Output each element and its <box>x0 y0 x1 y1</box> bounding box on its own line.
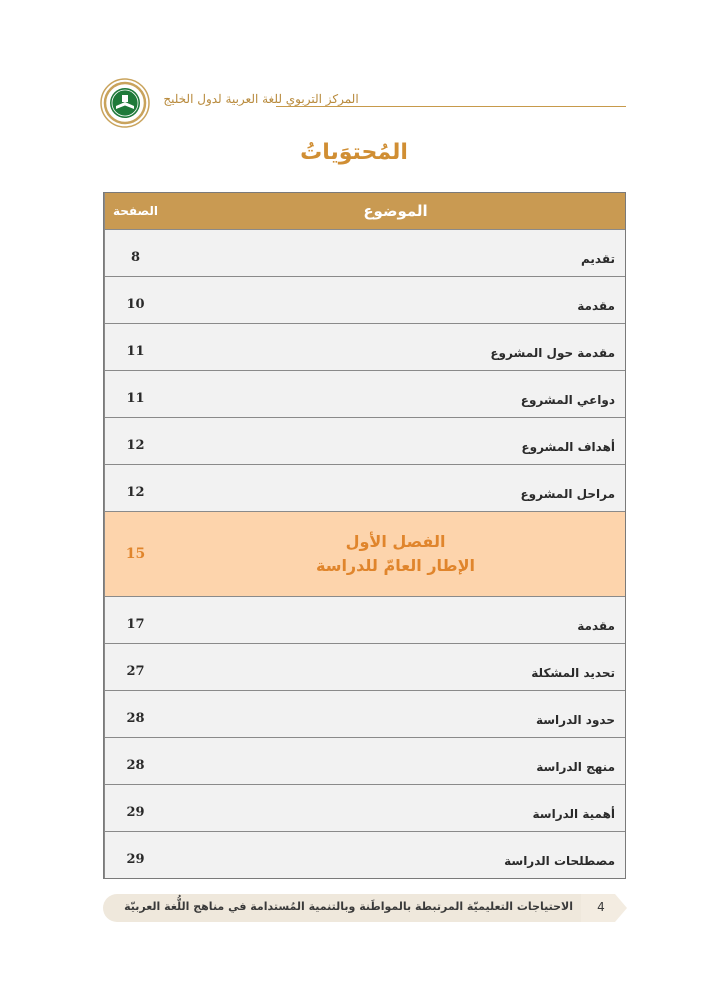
table-row[interactable] <box>104 596 625 643</box>
header-divider <box>276 106 626 107</box>
table-header-row <box>104 193 625 229</box>
table-row[interactable] <box>104 831 625 878</box>
topic-cell: حدود الدراسة <box>166 691 625 737</box>
table-row[interactable] <box>104 370 625 417</box>
topic-cell: مصطلحات الدراسة <box>166 832 625 878</box>
topic-cell: تحديد المشكلة <box>166 644 625 690</box>
chapter-row[interactable] <box>104 511 625 596</box>
topic-cell: تقديم <box>166 230 625 276</box>
organization-logo-icon <box>100 78 150 128</box>
page-footer <box>103 894 627 922</box>
page-title: المُحتوَياتُ <box>300 140 408 165</box>
table-row[interactable] <box>104 784 625 831</box>
contents-table <box>103 192 626 879</box>
topic-cell: مقدمة <box>166 277 625 323</box>
chapter-title-cell <box>166 512 625 596</box>
topic-cell: منهج الدراسة <box>166 738 625 784</box>
footer-book-title: الاحتياجات التعليميّة المرتبطة بالمواطَنة وبالتنمية المُستدامة في مناهج اللُّغة العربيّة <box>124 900 573 913</box>
column-header-page: الصفحة <box>104 193 166 229</box>
page-cell: 29 <box>104 832 166 878</box>
table-row[interactable] <box>104 229 625 276</box>
table-row[interactable] <box>104 464 625 511</box>
chapter-name: الإطار العامّ للدراسة <box>316 556 475 575</box>
page-cell: 12 <box>104 465 166 511</box>
page-header <box>96 70 626 134</box>
page-cell: 29 <box>104 785 166 831</box>
topic-cell: دواعي المشروع <box>166 371 625 417</box>
page-cell: 8 <box>104 230 166 276</box>
page-cell: 27 <box>104 644 166 690</box>
page-number: 4 <box>597 900 605 914</box>
page-cell: 15 <box>104 512 166 596</box>
topic-cell: أهداف المشروع <box>166 418 625 464</box>
page-cell: 11 <box>104 324 166 370</box>
page-cell: 11 <box>104 371 166 417</box>
table-row[interactable] <box>104 417 625 464</box>
table-row[interactable] <box>104 643 625 690</box>
column-header-topic: الموضوع <box>166 193 625 229</box>
page-cell: 10 <box>104 277 166 323</box>
page-cell: 17 <box>104 597 166 643</box>
chapter-number: الفصل الأول <box>345 532 446 551</box>
page-cell: 12 <box>104 418 166 464</box>
topic-cell: مراحل المشروع <box>166 465 625 511</box>
topic-cell: مقدمة <box>166 597 625 643</box>
topic-cell: أهمية الدراسة <box>166 785 625 831</box>
table-row[interactable] <box>104 323 625 370</box>
table-row[interactable] <box>104 737 625 784</box>
table-row[interactable] <box>104 276 625 323</box>
organization-name: المركز التربوي للغة العربية لدول الخليج <box>163 92 359 106</box>
page-cell: 28 <box>104 691 166 737</box>
topic-cell: مقدمة حول المشروع <box>166 324 625 370</box>
page-cell: 28 <box>104 738 166 784</box>
table-row[interactable] <box>104 690 625 737</box>
